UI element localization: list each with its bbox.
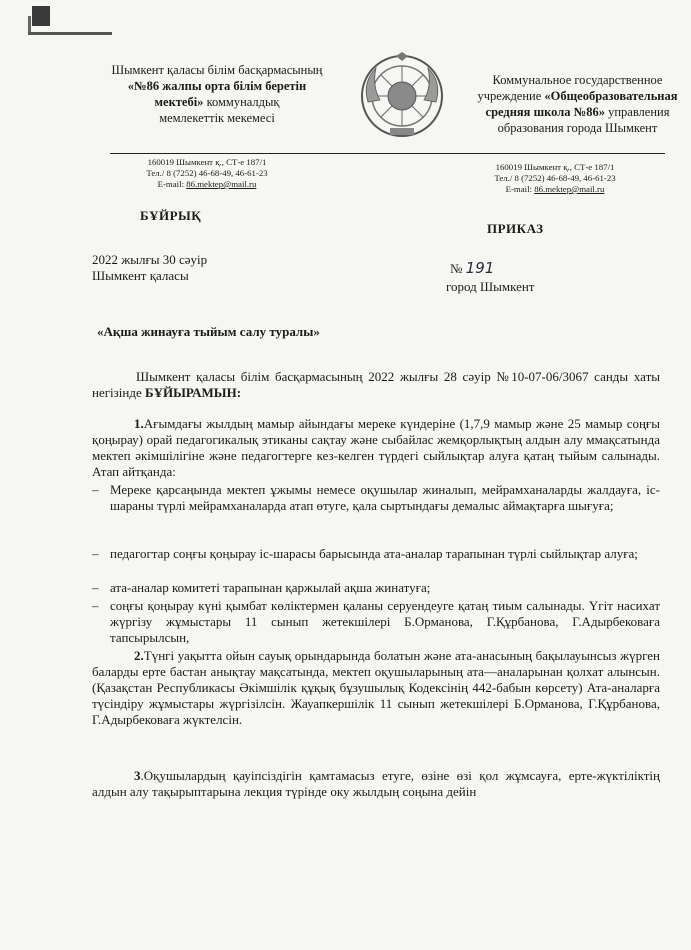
paragraph-3: 3.Оқушылардың қауіпсіздігін қамтамасыз етуге, өзіне өзі қол жұмсауға, ерте-жүктіліктің алдын алу тақырыптарына лекция түрінде оку жылдың соңына дейін (92, 768, 660, 799)
header-right-line4: образования города Шымкент (497, 121, 658, 135)
header-right-line1: Коммунальное государственное (492, 73, 663, 87)
scan-mark (28, 32, 112, 35)
email-link[interactable]: 86.mektep@mail.ru (186, 179, 257, 189)
contact-right: 160019 Шымкент қ., СТ-е 187/1 Тел./ 8 (7252) 46-68-49, 46-61-23 E-mail: 86.mektep@mail.ru (494, 162, 616, 194)
header-left-line2: «№86 жалпы орта білім беретін (127, 79, 307, 93)
doc-number-value: 191 (465, 259, 495, 277)
paragraph-1: 1.Ағымдағы жылдың мамыр айындағы мереке күндеріне (1,7,9 мамыр және 25 мамыр соңғы қоңырау) орай педагогикалық этиканы сақтау және сыбайлас жемқорлықтың алдын алу ммақсатында мектеп әкімшілігіне және педагогтерге кез-келген түрдегі сыйлықтар алуға қатаң тыйым салынады. Атап айтқанда: (92, 416, 660, 479)
header-right-line3: средняя школа №86» управления (485, 105, 670, 119)
header-left (82, 62, 352, 126)
doc-date: 2022 жылғы 30 сәуір (92, 252, 208, 267)
header-right (470, 72, 685, 136)
header-left-line1: Шымкент қаласы білім басқармасының (111, 63, 323, 77)
header-divider (110, 153, 665, 154)
doc-number: № 191 (450, 259, 495, 277)
doc-title-kz: БҰЙРЫҚ (140, 208, 202, 223)
scan-mark (32, 6, 50, 26)
doc-city-ru: город Шымкент (446, 279, 535, 294)
email-link[interactable]: 86.mektep@mail.ru (534, 184, 605, 194)
list-item: – ата-аналар комитеті тарапынан қаржылай ақша жинатуға; (92, 580, 431, 595)
header-right-line2: учреждение «Общеобразовательная (477, 89, 678, 103)
doc-basis: Шымкент қаласы білім басқармасының 2022 жылғы 28 сәуір №10-07-06/3067 санды хаты негізінде БҰЙЫРАМЫН: (92, 369, 660, 400)
header-left-line3: мектебі» коммуналдық (154, 95, 280, 109)
list-item: – соңғы қоңырау күні қымбат көліктермен қаланы серуендеуге қатаң тиым салынады. Үгіт насихат жүргізу жұмыстары 11 сынып жетекшілері Б.Орманова, Г.Құрбанова, Г.Адырбековаға тапсырылсын, (92, 598, 660, 645)
doc-city-kz: Шымкент қаласы (92, 268, 189, 283)
contact-left: 160019 Шымкент қ., СТ-е 187/1 Тел./ 8 (7252) 46-68-49, 46-61-23 E-mail: 86.mektep@mail.ru (146, 157, 268, 189)
list-item: – Мереке қарсаңында мектеп ұжымы немесе оқушылар жиналып, мейрамханаларды жалдауға, іс-шараны түрлі мейрамханаларда атап өтуге, қала сыртындағы демалыс аймақтарға шығуға; (92, 482, 660, 513)
paragraph-2: 2.Түнгі уақытта ойын сауық орындарында болатын және ата-анасының бақылауынсыз жүрген баларды ерте бастан анықтау мақсатында, мектеп оқушыларының ата—аналарынан қолхат алынсын. (Қазақстан Республикасы Әкімшілік құқық бұзушылық Кодексінің 442-бабын көрсету) Ата-аналарға түсіндіру жұмыстары жүргізілсін. Жауапкершілік 11 сынып жетекшілері Б.Орманова, Г.Құрбанова, Г.Адырбековаға жүктелсін. (92, 648, 660, 727)
header-left-line4: мемлекеттік мекемесі (159, 111, 275, 125)
doc-title-ru: ПРИКАЗ (487, 221, 544, 236)
list-item: – педагогтар соңғы қоңырау іс-шарасы барысында ата-аналар тарапынан түрлі сыйлықтар алуға; (92, 546, 638, 561)
state-emblem-icon (358, 52, 446, 140)
doc-subject: «Ақша жинауға тыйым салу туралы» (97, 324, 320, 339)
